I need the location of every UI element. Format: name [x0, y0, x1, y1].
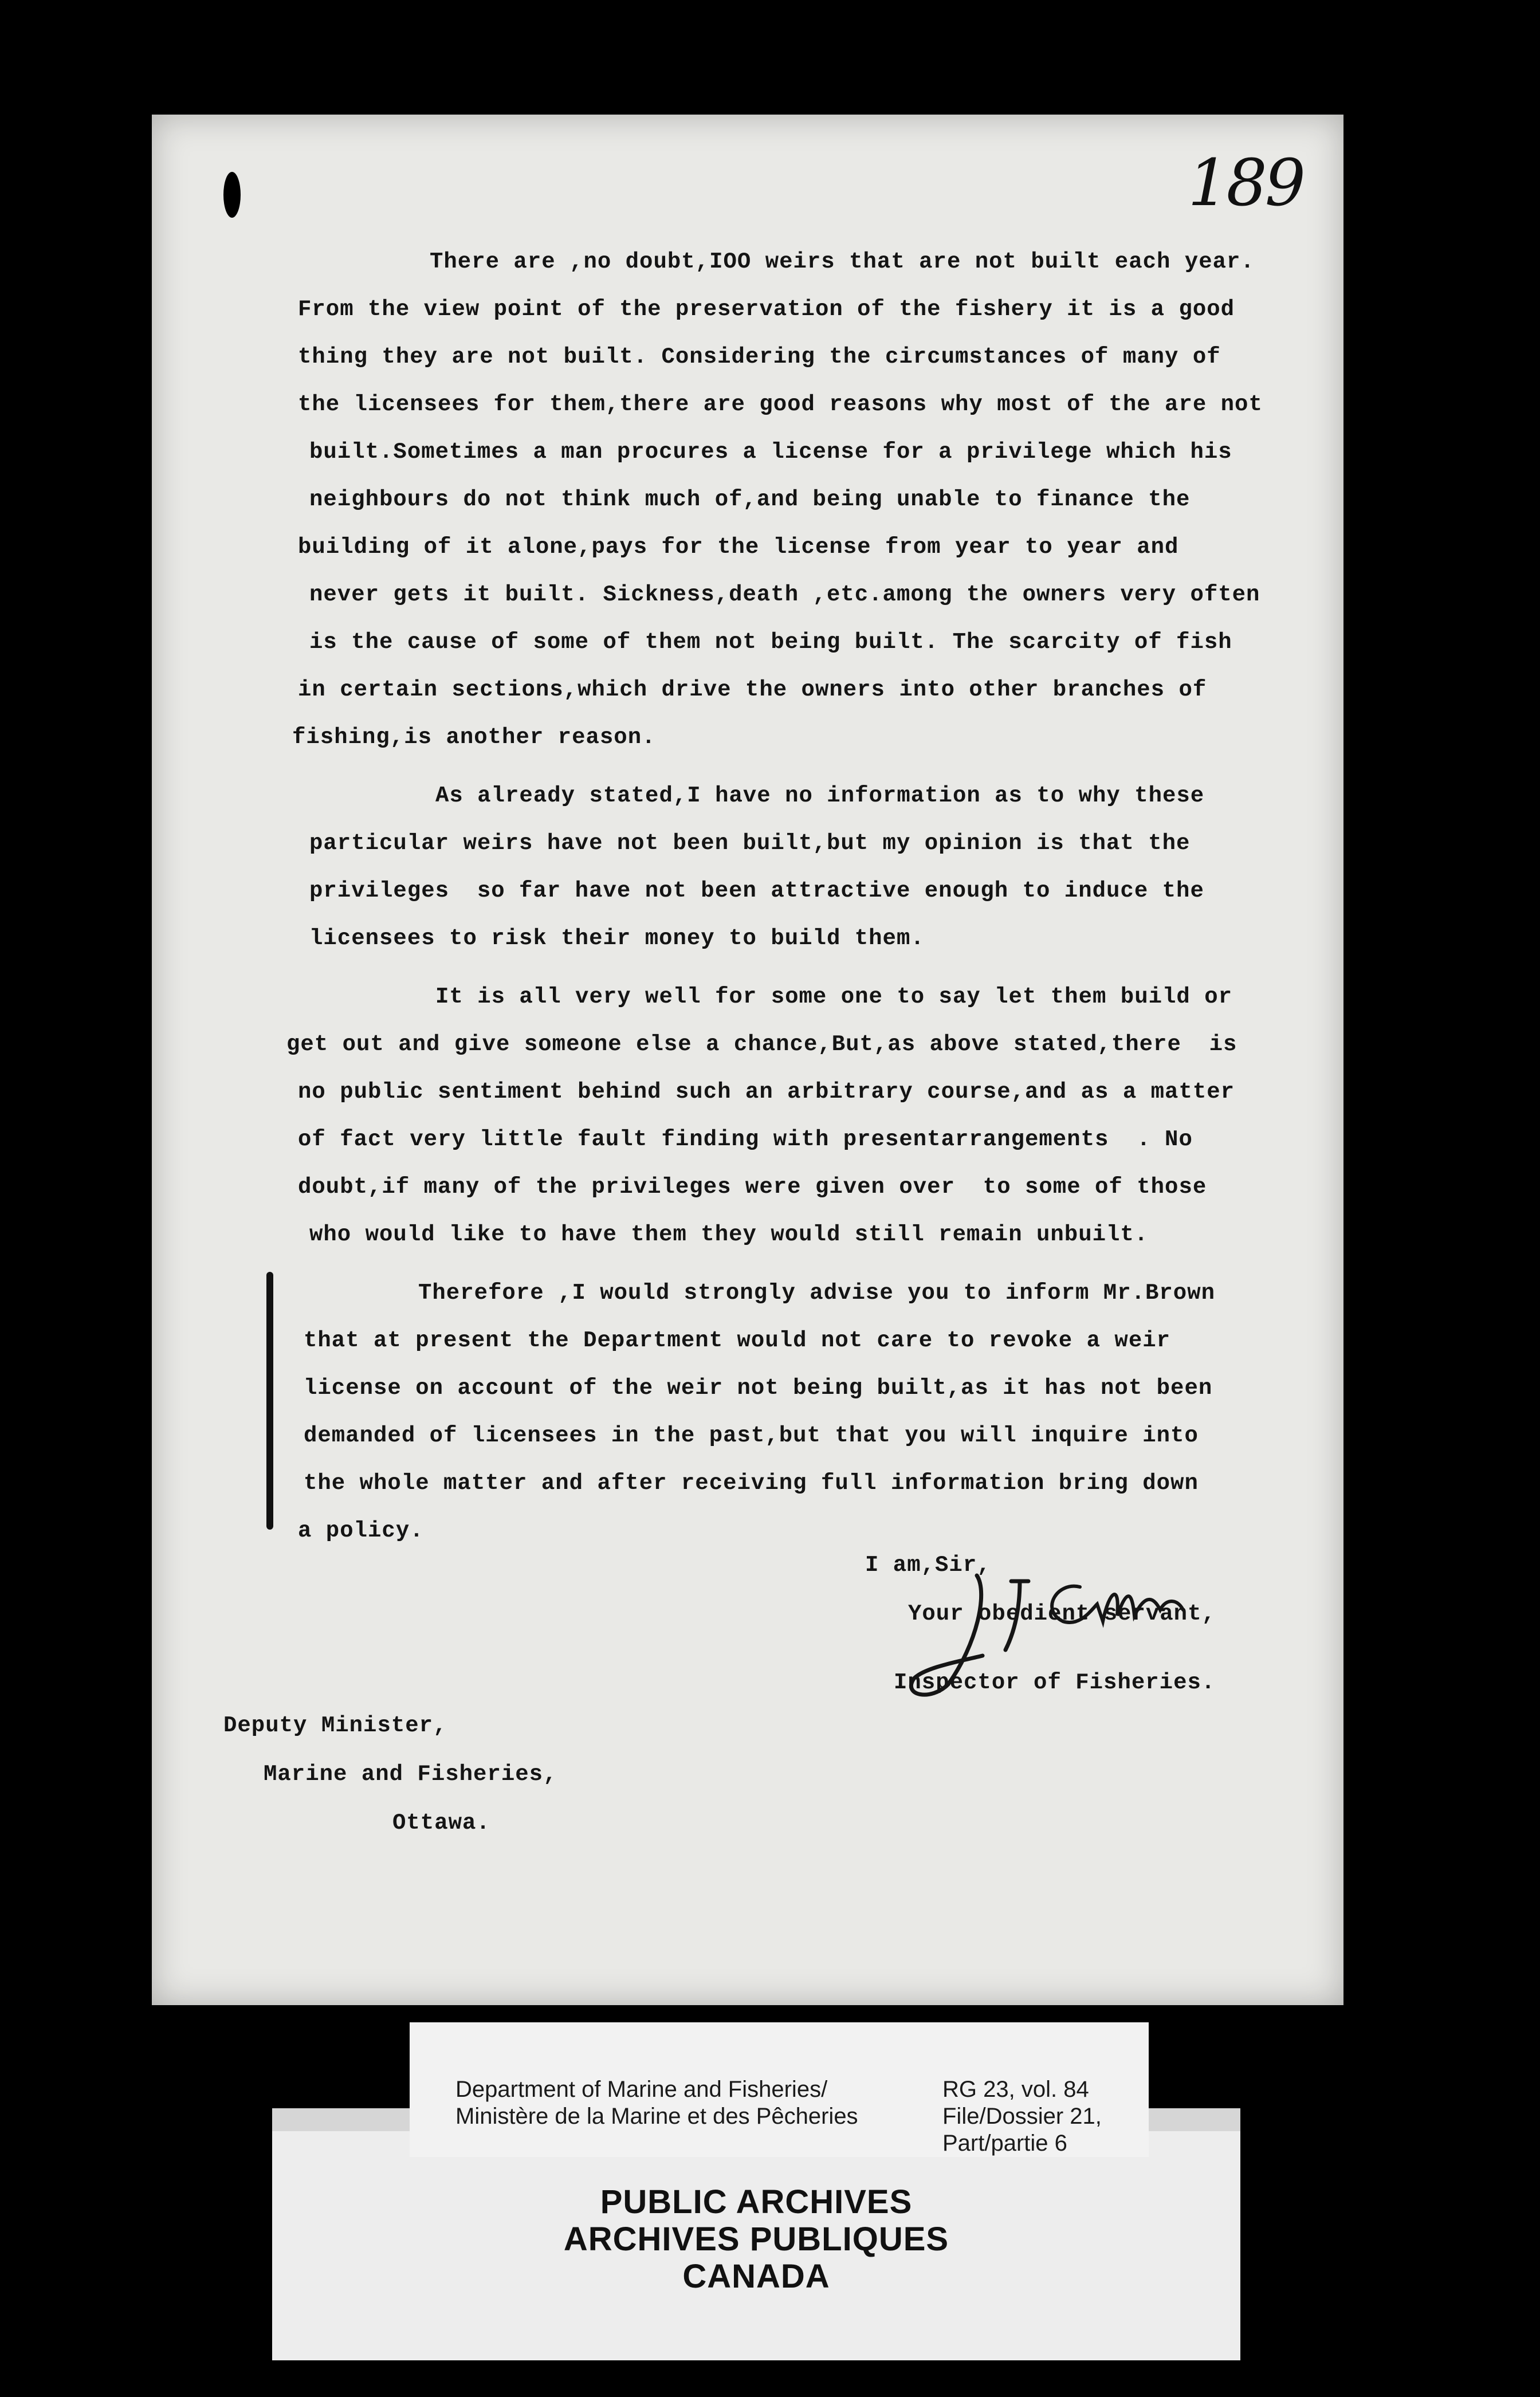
text-line: a policy. — [298, 1518, 424, 1543]
department-fr: Ministère de la Marine et des Pêcheries — [455, 2104, 858, 2129]
signatory-title: Inspector of Fisheries. — [894, 1670, 1216, 1695]
text-line: get out and give someone else a chance,But,as above stated,there is — [286, 1032, 1238, 1057]
text-line: in certain sections,which drive the owners into other branches of — [298, 677, 1207, 702]
text-line: the whole matter and after receiving full information bring down — [304, 1471, 1199, 1496]
text-line: There are ,no doubt,IOO weirs that are not built each year. — [430, 249, 1255, 274]
text-line: fishing,is another reason. — [292, 725, 656, 750]
document-page — [152, 115, 1343, 2005]
address-line: Deputy Minister, — [223, 1713, 447, 1738]
address-line: Marine and Fisheries, — [264, 1762, 557, 1787]
stamp-line-country: CANADA — [682, 2258, 830, 2295]
reference-file: File/Dossier 21, — [942, 2104, 1102, 2129]
text-line: the licensees for them,there are good reasons why most of the are not — [298, 392, 1263, 417]
text-line: doubt,if many of the privileges were given over to some of those — [298, 1174, 1207, 1200]
letter-body — [152, 115, 1343, 2005]
text-line: building of it alone,pays for the license from year to year and — [298, 535, 1179, 560]
reference-rg: RG 23, vol. 84 — [942, 2077, 1089, 2102]
stamp-line-fr: ARCHIVES PUBLIQUES — [563, 2221, 949, 2258]
valediction: Your obedient servant, — [908, 1601, 1216, 1626]
address-line: Ottawa. — [392, 1810, 490, 1836]
text-line: of fact very little fault finding with presentarrangements . No — [298, 1127, 1193, 1152]
text-line: From the view point of the preservation of the fishery it is a good — [298, 297, 1235, 322]
text-line: who would like to have them they would still remain unbuilt. — [309, 1222, 1149, 1247]
text-line: As already stated,I have no information as to why these — [435, 783, 1205, 808]
archive-reference-card — [410, 2022, 1149, 2157]
text-line: never gets it built. Sickness,death ,etc.among the owners very often — [309, 582, 1260, 607]
margin-bracket — [266, 1272, 273, 1530]
folio-number: 189 — [1188, 146, 1303, 221]
text-line: thing they are not built. Considering the circumstances of many of — [298, 344, 1221, 370]
text-line: It is all very well for some one to say let them build or — [435, 984, 1233, 1009]
text-line: neighbours do not think much of,and being unable to finance the — [309, 487, 1191, 512]
text-line: license on account of the weir not being built,as it has not been — [304, 1376, 1213, 1401]
department-en: Department of Marine and Fisheries/ — [455, 2077, 828, 2102]
text-line: particular weirs have not been built,but my opinion is that the — [309, 831, 1191, 856]
stamp-line-en: PUBLIC ARCHIVES — [600, 2183, 913, 2221]
salutation: I am,Sir, — [865, 1553, 991, 1578]
reference-part: Part/partie 6 — [942, 2131, 1067, 2156]
handwritten-signature — [891, 1558, 1189, 1707]
text-line: Therefore ,I would strongly advise you to inform Mr.Brown — [418, 1280, 1216, 1306]
text-line: demanded of licensees in the past,but that you will inquire into — [304, 1423, 1199, 1448]
text-line: no public sentiment behind such an arbitrary course,and as a matter — [298, 1079, 1235, 1105]
text-line: built.Sometimes a man procures a license for a privilege which his — [309, 439, 1232, 465]
text-line: licensees to risk their money to build them. — [309, 926, 925, 951]
text-line: is the cause of some of them not being built. The scarcity of fish — [309, 630, 1232, 655]
text-line: that at present the Department would not care to revoke a weir — [304, 1328, 1171, 1353]
text-line: privileges so far have not been attractive enough to induce the — [309, 878, 1204, 903]
